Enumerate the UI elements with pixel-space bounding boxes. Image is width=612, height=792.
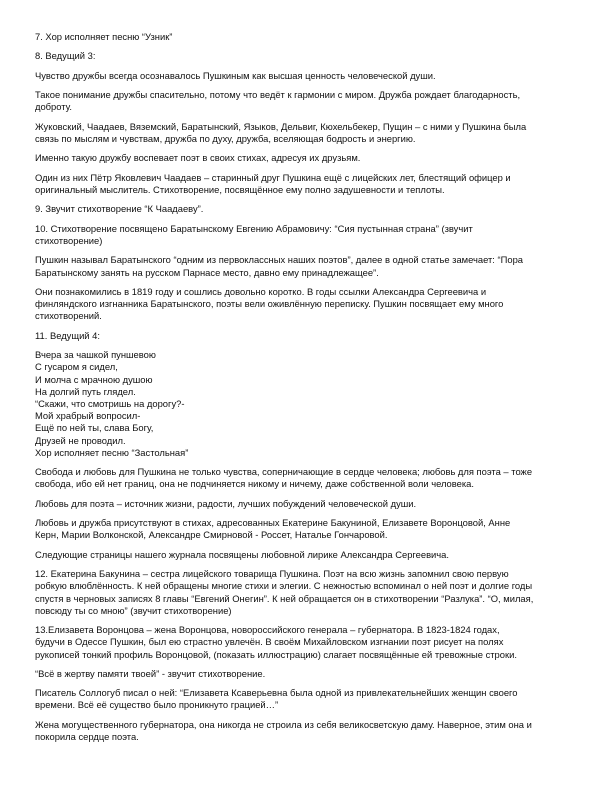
paragraph	[35, 568, 583, 617]
text-line: Свобода и любовь для Пушкина не только чувства, соперничающие в сердце человека; любовь для поэта – тоже	[35, 466, 533, 478]
text-line: 7. Хор исполняет песню “Узник”	[35, 31, 173, 42]
text-line: 9. Звучит стихотворение “К Чаадаеву”.	[35, 203, 204, 215]
paragraph	[35, 668, 583, 680]
text-line: 11. Ведущий 4:	[35, 329, 100, 341]
text-line: Любовь и дружба присутствуют в стихах, адресованных Екатерине Бакуниной, Елизавете Воронцовой, Анне	[35, 517, 511, 529]
text-line: Друзей не проводил.	[35, 434, 126, 446]
text-line: свобода, ибо ей нет границ, она не подчиняется никому и ничему, даже собственной воли человека.	[35, 478, 474, 490]
poem-block	[35, 349, 583, 459]
text-line: Они познакомились в 1819 году и сошлись довольно коротко. В годы ссылки Александра Сергеевича и	[35, 285, 487, 297]
paragraph	[35, 121, 583, 145]
text-line: Керн, Марии Волконской, Александре Смирновой - Россет, Наталье Гончаровой.	[35, 529, 388, 541]
text-line: оригинальный мыслитель. Стихотворение, посвящённое ему полно задушевности и теплоты.	[35, 183, 445, 195]
paragraph	[35, 330, 583, 342]
paragraph	[35, 70, 583, 82]
text-line: Следующие страницы нашего журнала посвящены любовной лирике Александра Сергеевича.	[35, 548, 449, 560]
paragraph	[35, 624, 583, 661]
text-line: 13.Елизавета Воронцова – жена Воронцова, новороссийского генерала – губернатора. В 1823-1824 годах,	[35, 624, 500, 636]
text-line: связь по мыслям и чувствам, дружба по духу, дружба, вселяющая бодрость и энергию.	[35, 132, 416, 144]
text-line: Жуковский, Чаадаев, Вяземский, Баратынский, Языков, Дельвиг, Кюхельбекер, Пущин – с ними у Пушкина была	[35, 120, 527, 132]
text-line: Пушкин называл Баратынского “одним из первоклассных наших поэтов”, далее в одной статье замечает: “Пора	[35, 254, 524, 266]
text-line: Хор исполняет песню “Застольная”	[35, 446, 189, 458]
text-line: Жена могущественного губернатора, она никогда не строила из себя великосветскую даму. Наверное, этим она и	[35, 718, 532, 730]
text-line: Любовь для поэта – источник жизни, радости, лучших побуждений человеческой души.	[35, 497, 417, 509]
text-line: Писатель Соллогуб писал о ней: “Елизавета Ксаверьевна была одной из привлекательнейших женщин своего	[35, 687, 518, 699]
text-line: будучи в Одессе Пушкин, был ею страстно увлечён. В своём Михайловском изгнании поэт рисует на полях	[35, 636, 504, 648]
paragraph	[35, 719, 583, 743]
text-line: 10. Стихотворение посвящено Баратынскому Евгению Абрамовичу: “Сия пустынная страна” (звучит	[35, 222, 473, 234]
paragraph	[35, 223, 583, 247]
text-line: стихотворений.	[35, 310, 102, 322]
paragraph	[35, 549, 583, 561]
text-line: повсюду ты со мною” (звучит стихотворение)	[35, 604, 232, 616]
text-line: Именно такую дружбу воспевает поэт в своих стихах, адресуя их друзьям.	[35, 152, 361, 164]
text-line: Такое понимание дружбы спасительно, потому что ведёт к гармонии с миром. Дружба рождает благодарность,	[35, 89, 521, 101]
paragraph	[35, 89, 583, 113]
text-line: Один из них Пётр Яковлевич Чаадаев – старинный друг Пушкина ещё с лицейских лет, блестящий офицер и	[35, 171, 511, 183]
text-line: доброту.	[35, 101, 73, 113]
text-line: финляндского изгнанника Баратынского, поэты вели оживлённую переписку. Пушкин посвящает ему много	[35, 298, 504, 310]
paragraph	[35, 687, 583, 711]
text-line: робкую влюблённость. К ней обращены многие стихи и элегии. С нежностью вспоминал о ней поэт и долгие годы	[35, 580, 533, 592]
paragraph	[35, 203, 583, 215]
text-line: покорила сердце поэта.	[35, 731, 139, 743]
text-line: 8. Ведущий 3:	[35, 50, 96, 62]
text-line: времени. Всё её существо было проникнуто грацией…”	[35, 699, 279, 711]
paragraph	[35, 286, 583, 323]
text-line: 12. Екатерина Бакунина – сестра лицейского товарища Пушкина. Поэт на всю жизнь запомнил свою первую	[35, 568, 509, 580]
paragraph	[35, 50, 583, 62]
paragraph	[35, 152, 583, 164]
text-line: И молча с мрачною душою	[35, 373, 153, 385]
paragraph	[35, 517, 583, 541]
text-line: “Скажи, что смотришь на дорогу?-	[35, 397, 185, 409]
document-body	[35, 31, 583, 750]
text-line: С гусаром я сидел,	[35, 361, 118, 373]
text-line: Мой храбрый вопросил-	[35, 410, 141, 422]
text-line: Ещё по ней ты, слава Богу,	[35, 422, 154, 434]
text-line: спустя в черновых записях 8 главы “Евгений Онегин”. К ней обращается он в стихотворении “Разлука”. “О, милая,	[35, 592, 534, 604]
text-line: “Всё в жертву памяти твоей” - звучит стихотворение.	[35, 667, 266, 679]
text-line: Баратынскому занять на русском Парнасе место, давно ему принадлежащее”.	[35, 266, 379, 278]
text-line: Чувство дружбы всегда осознавалось Пушкиным как высшая ценность человеческой души.	[35, 69, 436, 81]
paragraph	[35, 31, 583, 43]
text-line: стихотворение)	[35, 234, 103, 246]
paragraph	[35, 172, 583, 196]
paragraph	[35, 254, 583, 278]
text-line: рукописей тонкий профиль Воронцовой, (показать иллюстрацию) слагает посвящённые ей тревожные строки.	[35, 648, 517, 660]
paragraph	[35, 466, 583, 490]
paragraph	[35, 498, 583, 510]
text-line: На долгий путь глядел.	[35, 385, 136, 397]
text-line: Вчера за чашкой пуншевою	[35, 349, 156, 361]
